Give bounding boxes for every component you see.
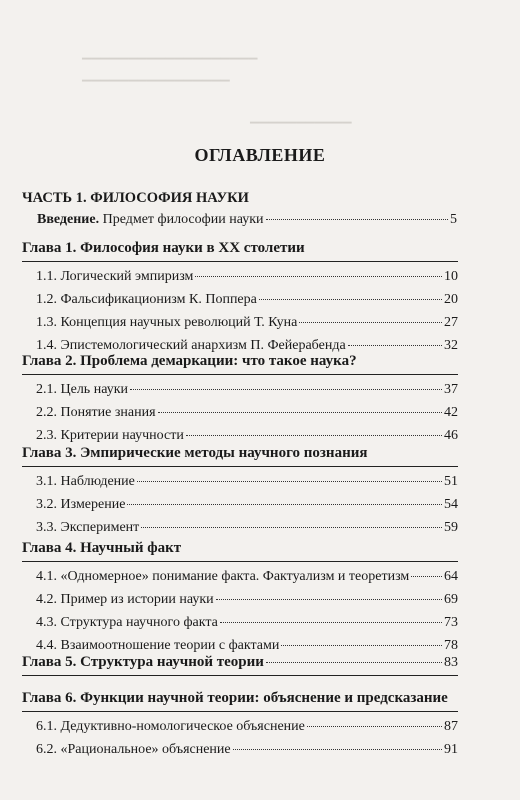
page-number: 87 [444,719,458,734]
entry-label: 2.2. Понятие знания [36,405,156,420]
page-number: 5 [450,212,457,227]
entry-label: 1.1. Логический эмпиризм [36,269,194,284]
chapter-block [22,654,458,679]
chapter-title-text: Глава 6. Функции научной теории: объяснение и предсказание [22,690,448,706]
dot-leader [137,481,442,482]
entry-label: 1.4. Эпистемологический анархизм П. Фейерабенда [36,338,346,353]
chapter-block [22,540,458,657]
entry-label: 4.4. Взаимоотношение теории с фактами [36,638,280,653]
page-number: 42 [444,405,458,420]
page-number: 37 [444,382,458,397]
chapter-rule [22,374,458,375]
entry-label: 6.2. «Рациональное» объяснение [36,742,231,757]
page-number: 64 [444,569,458,584]
entry-label: 2.1. Цель науки [36,382,128,397]
chapter-rule [22,675,458,676]
chapter-title[interactable] [22,654,458,671]
chapter-rule [22,261,458,262]
dot-leader [411,576,442,577]
chapter-title-text: Глава 3. Эмпирические методы научного познания [22,445,368,461]
entry-label: 4.3. Структура научного факта [36,615,218,630]
page-number: 83 [444,655,458,670]
chapter-rule [22,561,458,562]
dot-leader [195,276,442,277]
page-number: 78 [444,638,458,653]
chapter-title[interactable] [22,690,458,707]
dot-leader [186,435,442,436]
page-number: 69 [444,592,458,607]
dot-leader [158,412,442,413]
dot-leader [299,322,442,323]
part-title: ЧАСТЬ 1. ФИЛОСОФИЯ НАУКИ [22,190,249,206]
entry-label: 1.3. Концепция научных революций Т. Куна [36,315,298,330]
dot-leader [130,389,442,390]
dot-leader [266,219,449,220]
toc-entry[interactable] [22,516,458,539]
dot-leader [348,345,442,346]
toc-entry[interactable] [22,265,458,288]
entry-label: 6.1. Дедуктивно-номологическое объяснение [36,719,305,734]
chapter-title-text: Глава 1. Философия науки в XX столетии [22,240,305,256]
dot-leader [141,527,442,528]
page-number: 51 [444,474,458,489]
toc-entry[interactable] [22,378,458,401]
toc-heading: ОГЛАВЛЕНИЕ [194,145,326,165]
chapter-title[interactable] [22,540,458,557]
entry-label: 4.1. «Одномерное» понимание факта. Фактуализм и теоретизм [36,569,410,584]
chapter-title-text: Глава 5. Структура научной теории [22,654,264,670]
dot-leader [233,749,442,750]
toc-entry[interactable] [22,588,458,611]
bleed-through-text: ▔▔▔▔▔▔▔▔▔▔▔▔▔▔▔▔▔▔▔ [82,58,258,72]
chapter-block [22,240,458,357]
toc-entry[interactable] [22,470,458,493]
entry-label: 2.3. Критерии научности [36,428,184,443]
page-number: 91 [444,742,458,757]
bleed-through-text: ▔▔▔▔▔▔▔▔▔▔▔ [250,122,352,136]
chapter-title-text: Глава 4. Научный факт [22,540,182,556]
entry-label: 3.3. Эксперимент [36,520,140,535]
entry-label: 3.2. Измерение [36,497,126,512]
toc-entry[interactable] [22,401,458,424]
chapter-rule [22,711,458,712]
dot-leader [281,645,442,646]
chapter-title-text: Глава 2. Проблема демаркации: что такое наука? [22,353,357,369]
dot-leader [266,662,442,663]
page-number: 73 [444,615,458,630]
dot-leader [220,622,442,623]
chapter-title[interactable] [22,353,458,370]
bleed-through-text: ▔▔▔▔▔▔▔▔▔▔▔▔▔▔▔▔ [82,80,230,94]
page-number: 32 [444,338,458,353]
entry-label: 1.2. Фальсификационизм К. Поппера [36,292,257,307]
intro-lead: Введение. [37,212,100,227]
toc-entry[interactable] [22,738,458,761]
toc-entry[interactable] [22,715,458,738]
intro-text: Предмет философии науки [99,212,264,227]
toc-entry[interactable] [22,565,458,588]
page-number: 46 [444,428,458,443]
entry-label: 3.1. Наблюдение [36,474,135,489]
toc-entry[interactable] [22,493,458,516]
chapter-title[interactable] [22,445,458,462]
chapter-title[interactable] [22,240,458,257]
dot-leader [127,504,442,505]
chapter-block [22,690,458,761]
page-number: 27 [444,315,458,330]
toc-entry-intro[interactable] [37,212,457,228]
toc-entry[interactable] [22,311,458,334]
dot-leader [307,726,442,727]
chapter-rule [22,466,458,467]
entry-label: 4.2. Пример из истории науки [36,592,214,607]
dot-leader [259,299,442,300]
chapter-block [22,353,458,447]
toc-entry[interactable] [22,424,458,447]
toc-entry[interactable] [22,288,458,311]
toc-entry[interactable] [22,611,458,634]
page-number: 54 [444,497,458,512]
dot-leader [216,599,442,600]
chapter-block [22,445,458,539]
page-number: 20 [444,292,458,307]
page-number: 10 [444,269,458,284]
page-number: 59 [444,520,458,535]
